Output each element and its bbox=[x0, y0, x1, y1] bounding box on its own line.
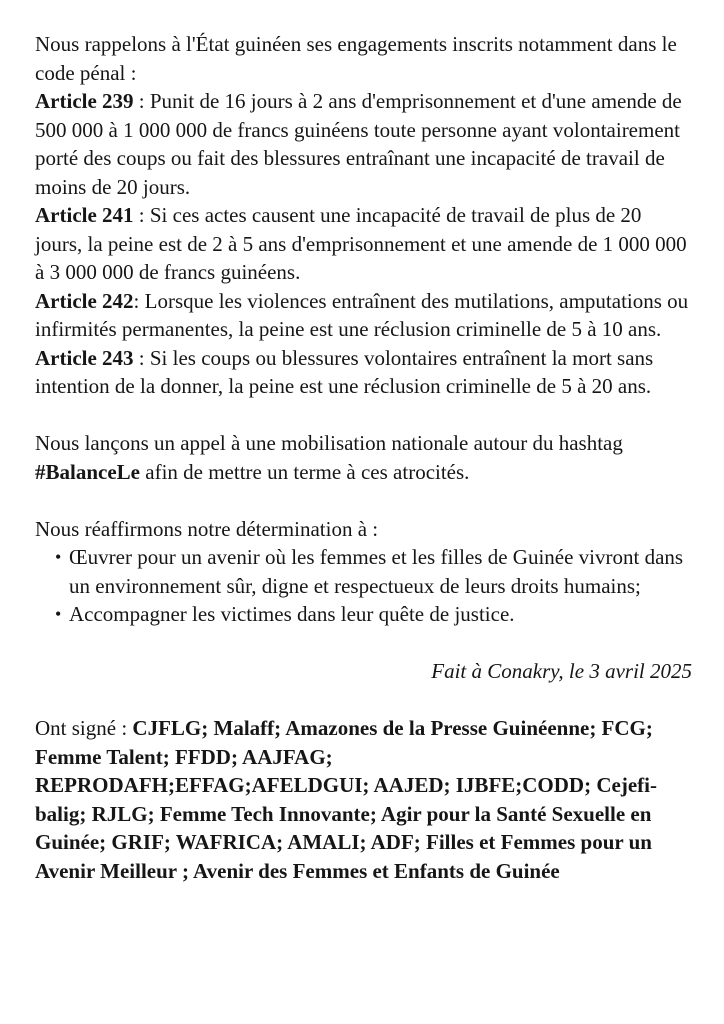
text-segment: #BalanceLe bbox=[35, 459, 140, 484]
text-segment: Accompagner les victimes dans leur quête de justice. bbox=[69, 602, 515, 626]
text-segment: afin de mettre un terme à ces atrocités. bbox=[140, 459, 470, 484]
bullet-avenir bbox=[55, 543, 692, 600]
text-segment: : Si ces actes causent une incapacité de travail de plus de 20 jours, la peine est de 2 à 5 ans d'emprisonnement et une amende de 1 000 000 à 3 000 000 de francs guinéens. bbox=[35, 203, 687, 284]
text-segment: CJFLG; Malaff; Amazones de la Presse Guinéenne; FCG; Femme Talent; FFDD; AAJFAG; bbox=[35, 716, 653, 769]
article-242 bbox=[35, 287, 692, 344]
text-segment: Ont signé : bbox=[35, 716, 133, 740]
text-segment: Article 239 bbox=[35, 89, 134, 113]
text-segment: Nous réaffirmons notre détermination à : bbox=[35, 516, 379, 541]
text-segment: Article 241 bbox=[35, 203, 134, 227]
intro-code-penal bbox=[35, 30, 692, 87]
determination-list bbox=[35, 543, 692, 629]
text-segment: Nous lançons un appel à une mobilisation nationale autour du hashtag bbox=[35, 431, 623, 455]
article-243 bbox=[35, 344, 692, 401]
text-segment: Article 242 bbox=[35, 288, 134, 313]
text-segment: Article 243 bbox=[35, 345, 134, 370]
dateline bbox=[35, 657, 692, 686]
text-segment: : Punit de 16 jours à 2 ans d'emprisonnement et d'une amende de 500 000 à 1 000 000 de francs guinéens toute personne ayant volontairement porté des coups ou fait des blessures entraînant une incapacité de travail de moins de 20 jours. bbox=[35, 89, 682, 199]
text-segment: Œuvrer pour un avenir où les femmes et les filles de Guinée vivront dans un environnement sûr, digne et respectueux de leurs droits humains; bbox=[69, 545, 684, 598]
document-content bbox=[35, 30, 692, 885]
text-segment: : Lorsque les violences entraînent des mutilations, amputations ou infirmités permanentes, la peine est une réclusion criminelle de 5 à 10 ans. bbox=[35, 288, 689, 341]
hashtag-appeal bbox=[35, 429, 692, 486]
signatories bbox=[35, 714, 692, 885]
text-segment: REPRODAFH;EFFAG;AFELDGUI; AAJED; IJBFE;CODD; Cejefi-balig; RJLG; Femme Tech Innovante; Agir pour la Santé Sexuelle en Guinée; GRIF; WAFRICA; AMALI; ADF; Filles et Femmes pour un Avenir Meilleur ; Avenir des Femmes et Enfants de Guinée bbox=[35, 773, 657, 883]
text-segment: : Si les coups ou blessures volontaires entraînent la mort sans intention de la donner, la peine est une réclusion criminelle de 5 à 20 ans. bbox=[35, 345, 654, 398]
article-239 bbox=[35, 87, 692, 201]
bullet-victimes bbox=[55, 600, 692, 629]
determination-intro bbox=[35, 515, 692, 544]
text-segment: Fait à Conakry, le 3 avril 2025 bbox=[431, 659, 692, 683]
article-241 bbox=[35, 201, 692, 287]
text-segment: Nous rappelons à l'État guinéen ses engagements inscrits notamment dans le code pénal : bbox=[35, 32, 677, 85]
